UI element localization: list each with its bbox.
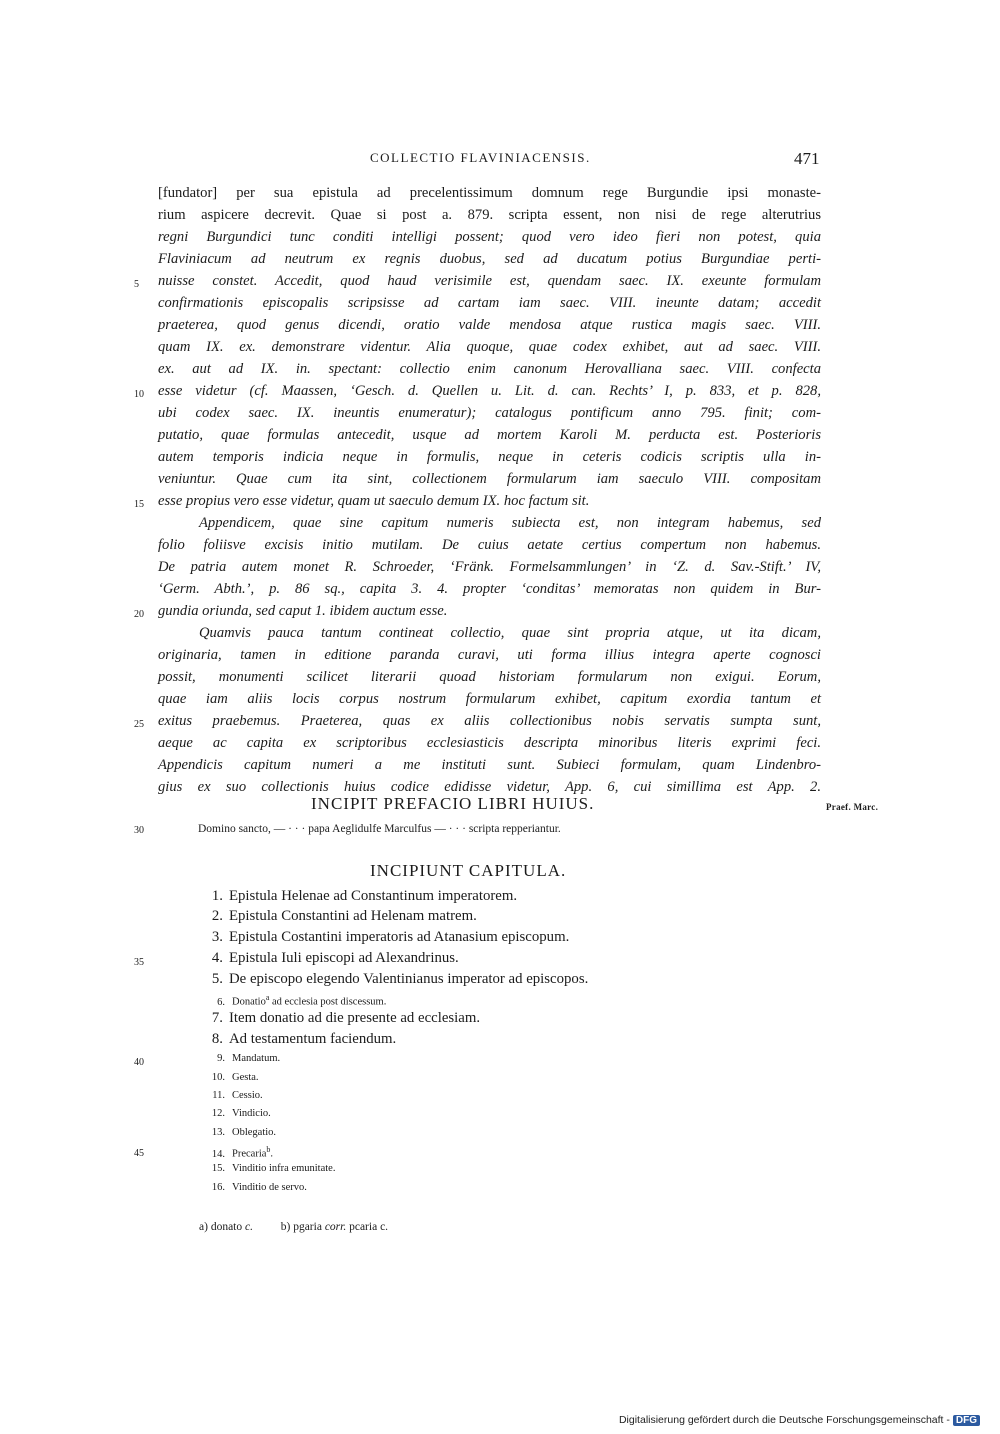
- chapter-item: 13. Oblegatio.: [211, 1127, 277, 1138]
- body-line: confirmationis episcopalis scripsisse ad cartam iam saec. VIII. ineunte datam; accedit: [158, 295, 821, 311]
- body-line: originaria, tamen in editione paranda curavi, uti forma illius integra aperte cognosci: [158, 647, 821, 663]
- body-line: gius ex suo collectionis huius codice edidisse videtur, App. 6, cui simillima est App. 2.: [158, 779, 821, 795]
- chapter-item: 4. Epistula Iuli episcopi ad Alexandrinus.: [211, 950, 459, 966]
- footnote-a-marker: a): [199, 1221, 208, 1233]
- body-line: possit, monumenti scilicet literarii quoad historiam formularum non exigui. Eorum,: [158, 669, 821, 685]
- chapter-item: 1. Epistula Helenae ad Constantinum imperatorem.: [211, 888, 518, 904]
- chapter-item: 7. Item donatio ad die presente ad ecclesiam.: [211, 1010, 481, 1026]
- chapter-item: 14. Precaria$^b$.: [211, 1145, 274, 1160]
- footnote-a-text: donato: [210, 1221, 243, 1233]
- chapter-item: 8. Ad testamentum faciendum.: [211, 1031, 397, 1047]
- line-number: 5: [134, 279, 139, 290]
- chapter-item: 3. Epistula Costantini imperatoris ad Atanasium episcopum.: [211, 929, 570, 945]
- body-line: exitus praebemus. Praeterea, quas ex aliis collectionibus nobis servatis sumpta sunt,: [158, 713, 821, 729]
- line-number: 20: [134, 609, 144, 620]
- line-number: 45: [134, 1148, 144, 1159]
- footnote-b-corr: corr.: [324, 1221, 347, 1233]
- chapter-item: 12. Vindicio.: [211, 1108, 271, 1119]
- body-line: Quamvis pauca tantum contineat collectio, quae sint propria atque, ut ita dicam,: [199, 625, 821, 641]
- running-title: COLLECTIO FLAVINIACENSIS.: [370, 150, 591, 165]
- body-line: esse videtur (cf. Maassen, ‘Gesch. d. Quellen u. Lit. d. can. Rechts’ I, p. 833, et p. 828,: [158, 383, 821, 399]
- body-line: ‘Germ. Abth.’, p. 86 sq., capita 3. 4. propter ‘conditas’ memoratas non quidem in Bur-: [158, 581, 821, 597]
- digitization-credit: [619, 1414, 980, 1426]
- page-number: 471: [794, 149, 820, 168]
- body-line: regni Burgundici tunc conditi intelligi possent; quod vero ideo fieri non potest, quia: [158, 229, 821, 245]
- chapter-item: 9. Mandatum.: [217, 1053, 281, 1064]
- line-number: 10: [134, 389, 144, 400]
- footnote-marker: a: [265, 993, 270, 1002]
- dfg-logo: DFG: [953, 1415, 980, 1426]
- body-line: Appendicis capitum numeri a me instituti sunt. Subieci formulam, quam Lindenbro-: [158, 757, 821, 773]
- footnote-b-text2: pcaria: [349, 1221, 378, 1233]
- chapter-item: 11. Cessio.: [212, 1090, 263, 1101]
- line-number: 25: [134, 719, 144, 730]
- footnote-b-marker: b): [280, 1221, 291, 1233]
- body-line: autem temporis indicia neque in formulis, neque in ceteris codicis scriptis ulla in-: [158, 449, 821, 465]
- body-line: veniuntur. Quae cum ita sint, collectionem formularum iam saeculo VIII. compositam: [158, 471, 821, 487]
- body-line: rium aspicere decrevit. Quae si post a. 879. scripta essent, non nisi de rege alterutrius: [158, 207, 821, 223]
- chapter-item: 16. Vinditio de servo.: [211, 1182, 307, 1193]
- prefacio-heading: INCIPIT PREFACIO LIBRI HUIUS.: [311, 794, 595, 813]
- footnote-b-text: pgaria: [293, 1221, 322, 1233]
- body-line: nuisse constet. Accedit, quod haud verisimile est, quendam saec. IX. exeunte formulam: [158, 273, 821, 289]
- body-line: Appendicem, quae sine capitum numeris subiecta est, non integram habemus, sed: [199, 515, 821, 531]
- chapter-item: 15. Vinditio infra emunitate.: [211, 1163, 336, 1174]
- body-line: Flaviniacum ad neutrum ex regnis duobus, sed ad ducatum potius Burgundiae perti-: [158, 251, 821, 267]
- chapter-item: 6. Donatio$^a$ ad ecclesia post discessum.: [217, 993, 387, 1008]
- body-line: putatio, quae formulas antecedit, usque ad mortem Karoli M. perducta est. Posterioris: [158, 427, 821, 443]
- body-line: praeterea, quod genus dicendi, oratio valde mendosa atque rustica magis saec. VIII.: [158, 317, 821, 333]
- footnote-marker: b: [266, 1145, 271, 1154]
- margin-sidenote: Praef. Marc.: [826, 802, 879, 812]
- chapter-item: 5. De episcopo elegendo Valentinianus imperator ad episcopos.: [211, 971, 589, 987]
- body-line: quam IX. ex. demonstrare videntur. Alia quoque, quae codex exhibet, aut ad saec. VIII.: [158, 339, 821, 355]
- body-line: folio foliisve excisis initio mutilam. De cuius aetate certius compertum non habemus.: [158, 537, 821, 553]
- chapter-item: 2. Epistula Constantini ad Helenam matrem.: [211, 908, 477, 924]
- line-number: 35: [134, 957, 144, 968]
- body-line: [fundator] per sua epistula ad precelentissimum domnum rege Burgundie ipsi monaste-: [158, 185, 821, 201]
- line-number: 40: [134, 1057, 144, 1068]
- capitula-heading: INCIPIUNT CAPITULA.: [370, 861, 567, 880]
- body-line: esse propius vero esse videtur, quam ut saeculo demum IX. hoc factum sit.: [158, 493, 590, 509]
- body-line: De patria autem monet R. Schroeder, ‘Fränk. Formelsammlungen’ in ‘Z. d. Sav.-Stift.’ IV,: [158, 559, 821, 575]
- body-line: quae iam aliis locis corpus nostrum formularum exhibet, capitum exordia tantum et: [158, 691, 821, 707]
- body-line: gundia oriunda, sed caput 1. ibidem auctum esse.: [158, 603, 448, 619]
- body-line: ubi codex saec. IX. ineuntis enumeratur); catalogus pontificum anno 795. finit; com-: [158, 405, 821, 421]
- chapter-item: 10. Gesta.: [211, 1072, 259, 1083]
- body-line: aeque ac capita ex scriptoribus ecclesiasticis descripta minoribus literis exprimi feci.: [158, 735, 821, 751]
- footnotes: [199, 1221, 388, 1233]
- dedication-line: Domino sancto, — · · · papa Aeglidulfe Marculfus — · · · scripta repperiantur.: [198, 823, 561, 835]
- body-line: ex. aut ad IX. in. spectant: collectio enim canonum Herovalliana saec. VIII. confecta: [158, 361, 821, 377]
- footnote-b-source: c.: [380, 1221, 389, 1233]
- line-number: 30: [134, 825, 144, 836]
- line-number: 15: [134, 499, 144, 510]
- digitization-label: Digitalisierung gefördert durch die Deutsche Forschungsgemeinschaft -: [618, 1414, 950, 1426]
- footnote-a-source: c.: [245, 1221, 253, 1233]
